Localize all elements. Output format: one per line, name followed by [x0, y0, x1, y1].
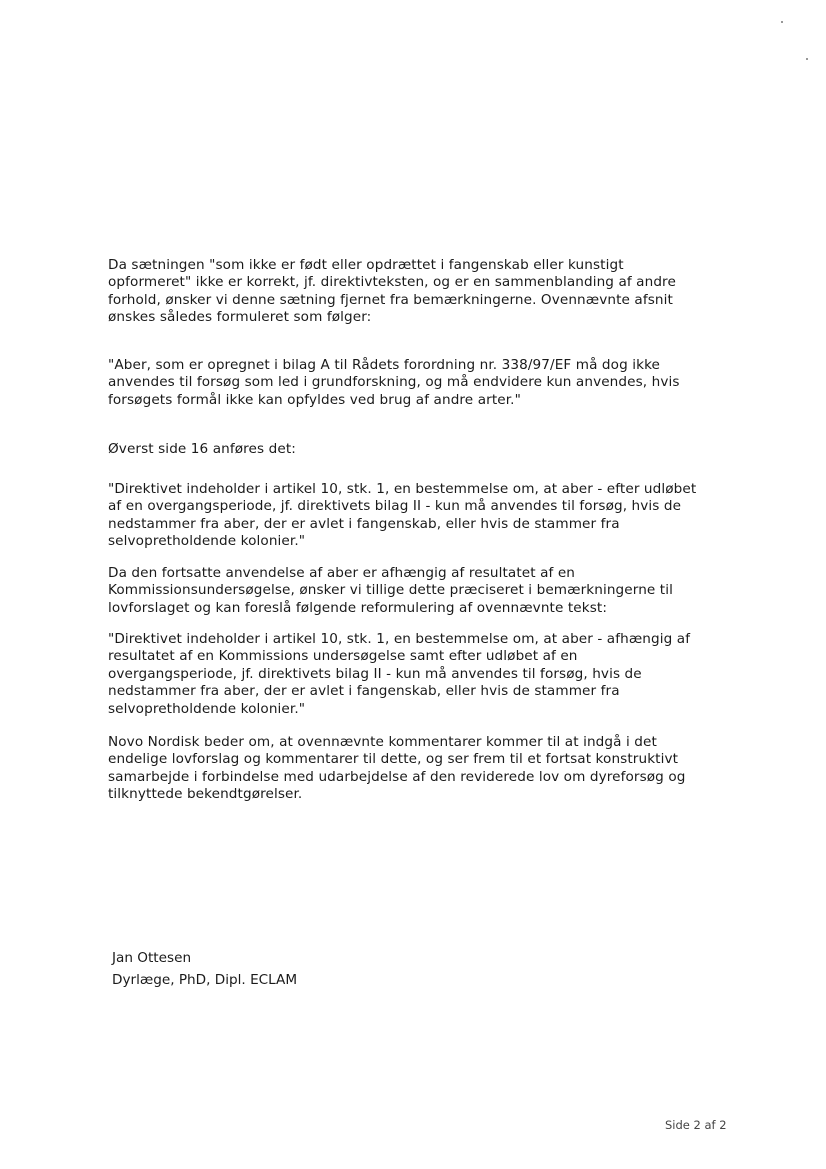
text-line: Kommissionsundersøgelse, ønsker vi tillige dette præciseret i bemærkningerne til: [108, 582, 673, 599]
scan-speck: [806, 58, 808, 60]
signatory-name: Jan Ottesen: [112, 950, 192, 966]
text-line: ønskes således formuleret som følger:: [108, 309, 372, 326]
text-line: "Direktivet indeholder i artikel 10, stk. 1, en bestemmelse om, at aber - afhængig af: [108, 631, 691, 647]
paragraph-reformulated-quote: [108, 631, 728, 718]
paragraph-sentence-correction: [108, 257, 728, 327]
text-line: resultatet af en Kommissions undersøgelse samt efter udløbet af en: [108, 648, 578, 665]
text-line: lovforslaget og kan foreslå følgende reformulering af ovennævnte tekst:: [108, 599, 608, 616]
text-line: Da den fortsatte anvendelse af aber er afhængig af resultatet af en: [108, 565, 576, 581]
text-line: nedstammer fra aber, der er avlet i fangenskab, eller hvis de stammer fra: [108, 683, 620, 700]
text-line: samarbejde i forbindelse med udarbejdelse af den reviderede lov om dyreforsøg og: [108, 768, 686, 785]
paragraph-closing-request: [108, 734, 728, 804]
paragraph-directive-quote: [108, 481, 728, 551]
page-number: Side 2 af 2: [665, 1118, 727, 1132]
text-line: opformeret" ikke er korrekt, jf. direktivteksten, og er en sammenblanding af andre: [108, 274, 676, 291]
text-line: tilknyttede bekendtgørelser.: [108, 786, 303, 803]
text-line: Øverst side 16 anføres det:: [108, 441, 296, 457]
signatory-title: Dyrlæge, PhD, Dipl. ECLAM: [112, 972, 298, 988]
text-line: forhold, ønsker vi denne sætning fjernet fra bemærkningerne. Ovennævnte afsnit: [108, 291, 673, 308]
text-line: "Aber, som er opregnet i bilag A til Rådets forordning nr. 338/97/EF må dog ikke: [108, 357, 661, 373]
text-line: forsøgets formål ikke kan opfyldes ved brug af andre arter.": [108, 391, 521, 408]
text-line: selvopretholdende kolonier.": [108, 533, 306, 550]
text-line: "Direktivet indeholder i artikel 10, stk. 1, en bestemmelse om, at aber - efter udløbet: [108, 481, 697, 497]
text-line: Da sætningen "som ikke er født eller opdrættet i fangenskab eller kunstigt: [108, 257, 624, 273]
text-line: overgangsperiode, jf. direktivets bilag II - kun må anvendes til forsøg, hvis de: [108, 665, 642, 682]
paragraph-commission-study: [108, 565, 728, 617]
signature-block: [112, 947, 297, 991]
text-line: selvopretholdende kolonier.": [108, 700, 306, 717]
text-line: Novo Nordisk beder om, at ovennævnte kommentarer kommer til at indgå i det: [108, 734, 657, 750]
scan-speck: [781, 21, 783, 23]
text-line: endelige lovforslag og kommentarer til dette, og ser frem til et fortsat konstruktivt: [108, 751, 679, 768]
paragraph-quoted-proposal: [108, 357, 728, 409]
text-line: af en overgangsperiode, jf. direktivets bilag II - kun må anvendes til forsøg, hvis de: [108, 498, 682, 515]
text-line: anvendes til forsøg som led i grundforskning, og må endvidere kun anvendes, hvis: [108, 374, 680, 391]
text-line: nedstammer fra aber, der er avlet i fangenskab, eller hvis de stammer fra: [108, 515, 620, 532]
paragraph-page-16-intro: [108, 441, 728, 458]
